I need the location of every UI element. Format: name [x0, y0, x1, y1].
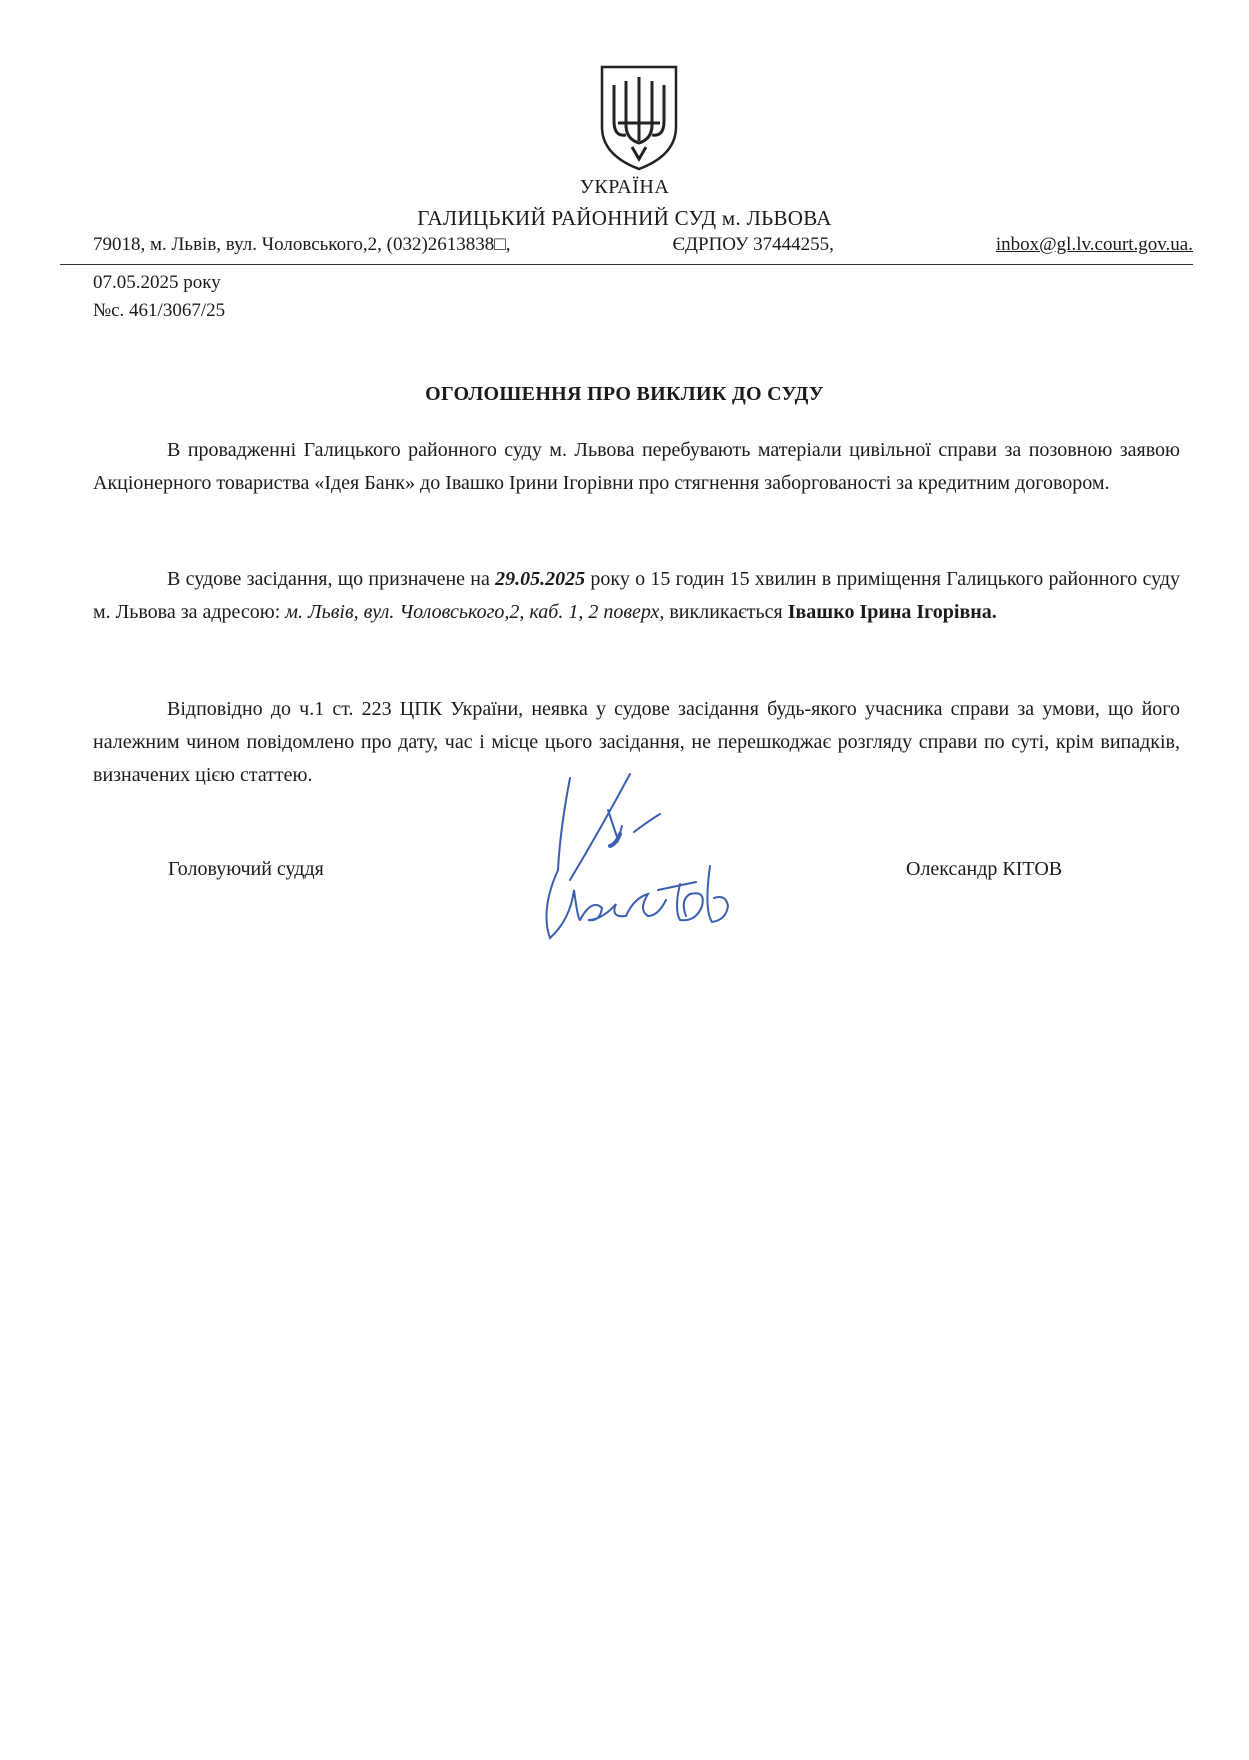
case-number: №с. 461/3067/25	[93, 300, 226, 321]
court-email-link[interactable]: inbox@gl.lv.court.gov.ua.	[995, 234, 1193, 255]
hearing-address: м. Львів, вул. Чоловського,2, каб. 1, 2 поверх,	[285, 601, 665, 623]
paragraph-legal-basis-text: Відповідно до ч.1 ст. 223 ЦПК України, неявка у судове засідання будь-якого учасника справи за умови, що його належним чином повідомлено про дату, час і місце цього засідання, не перешкоджає розгляду справи по суті, крім випадків, визначених цією статтею.	[93, 698, 1180, 786]
hearing-date: 29.05.2025	[495, 568, 586, 590]
court-edrpou: ЄДРПОУ 37444255,	[672, 234, 834, 255]
court-contacts	[93, 234, 1193, 256]
court-address: 79018, м. Львів, вул. Чоловського,2, (032)2613838□,	[93, 234, 511, 255]
document-date: 07.05.2025 року	[93, 272, 221, 293]
hearing-text-1: В судове засідання, що призначене на	[167, 568, 496, 590]
signatory-name: Олександр КІТОВ	[906, 858, 1063, 880]
signatory-role: Головуючий суддя	[168, 858, 324, 880]
header-divider	[60, 264, 1193, 265]
hearing-text-3: викликається	[664, 601, 788, 623]
country-heading: УКРАЇНА	[579, 176, 670, 198]
paragraph-hearing	[93, 563, 1180, 629]
coat-of-arms-icon	[596, 63, 682, 173]
court-name: ГАЛИЦЬКИЙ РАЙОННИЙ СУД м. ЛЬВОВА	[417, 206, 832, 230]
paragraph-proceedings-text: В провадженні Галицького районного суду м. Львова перебувають матеріали цивільної справи за позовною заявою Акціонерного товариства «Ідея Банк» до Івашко Ірини Ігорівни про стягнення заборгованості за кредитним договором.	[93, 439, 1180, 494]
handwritten-signature	[530, 770, 770, 950]
hearing-text-2: року о 15 годин 15 хвилин в приміщення Галицького районного суду м. Львова за адресою:	[93, 568, 1181, 623]
document-title: ОГОЛОШЕННЯ ПРО ВИКЛИК ДО СУДУ	[425, 383, 824, 405]
summoned-person: Івашко Ірина Ігорівна.	[787, 601, 997, 623]
paragraph-proceedings	[93, 434, 1180, 500]
